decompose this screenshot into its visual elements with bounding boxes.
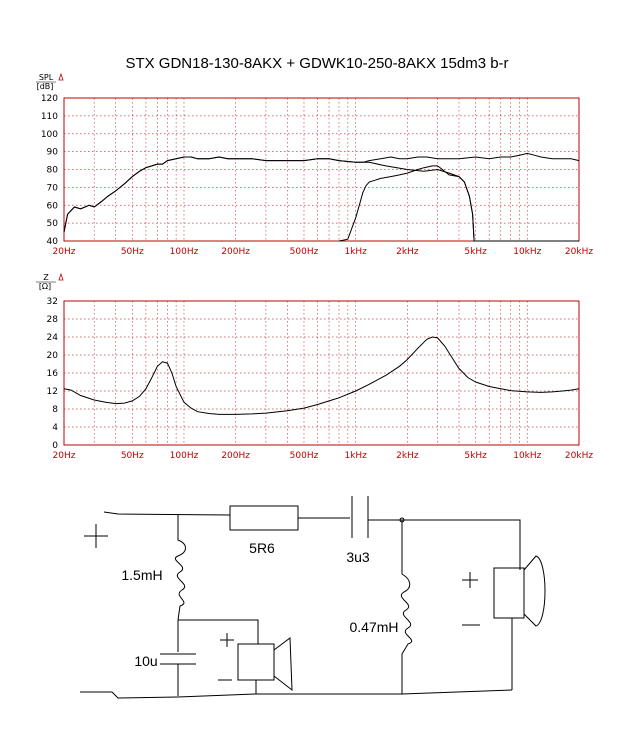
impedance-axis-unit: [Ω] <box>38 282 52 291</box>
resistor-5r6 <box>230 506 298 530</box>
impedance-axis-arrow-icon <box>59 274 63 280</box>
impedance-ytick-label: 28 <box>46 315 58 325</box>
impedance-xtick-label: 100Hz <box>169 451 199 461</box>
impedance-xtick-label: 20Hz <box>52 451 76 461</box>
impedance-ytick-label: 32 <box>46 297 58 307</box>
spl-axis-arrow-icon <box>59 74 63 80</box>
wire-woofer-plus <box>178 620 258 644</box>
impedance-xtick-label: 1kHz <box>344 451 367 461</box>
impedance-xtick-label: 10kHz <box>513 451 542 461</box>
spl-xtick-label: 5kHz <box>464 247 487 257</box>
input-wire <box>104 512 230 515</box>
impedance-xtick-label: 200Hz <box>221 451 251 461</box>
inductor-1-5mh <box>175 514 185 620</box>
ground-rail <box>112 690 512 698</box>
impedance-ytick-label: 20 <box>46 351 58 361</box>
chart-title: STX GDN18-130-8AKX + GDWK10-250-8AKX 15dm3 b-r <box>125 55 509 72</box>
impedance-ytick-label: 24 <box>46 333 58 343</box>
woofer-speaker-cone-icon <box>274 638 292 690</box>
spl-xtick-label: 1kHz <box>344 247 367 257</box>
crossover-schematic <box>80 496 545 698</box>
impedance-axis-label: Z <box>43 273 49 282</box>
spl-xtick-label: 50Hz <box>120 247 144 257</box>
spl-xtick-label: 10kHz <box>513 247 542 257</box>
spl-ytick-label: 60 <box>46 201 58 212</box>
spl-ytick-label: 50 <box>46 219 58 230</box>
wire-cap-tweeter <box>368 520 520 570</box>
impedance-series-impedance <box>64 337 579 414</box>
spl-xtick-label: 20Hz <box>52 247 76 257</box>
cap-series-label: 3u3 <box>346 549 370 565</box>
spl-xtick-label: 100Hz <box>169 247 199 257</box>
impedance-xtick-label: 5kHz <box>464 451 487 461</box>
spl-xtick-label: 20kHz <box>564 247 594 257</box>
spl-xtick-label: 200Hz <box>221 247 251 257</box>
impedance-xtick-label: 2kHz <box>396 451 419 461</box>
impedance-chart <box>36 273 593 461</box>
spl-series-tweeter <box>339 166 474 241</box>
spl-xtick-label: 2kHz <box>396 247 419 257</box>
impedance-ytick-label: 16 <box>46 369 58 379</box>
impedance-ytick-label: 12 <box>46 387 58 397</box>
impedance-ytick-label: 8 <box>52 405 58 415</box>
woofer-speaker-body <box>238 644 274 680</box>
tweeter-speaker-cone-icon <box>524 556 545 626</box>
impedance-xtick-label: 20kHz <box>564 451 594 461</box>
spl-chart <box>36 73 593 257</box>
spl-ytick-label: 40 <box>46 237 58 247</box>
spl-ytick-label: 90 <box>46 147 58 158</box>
spl-series-total <box>64 153 579 232</box>
inductor-low-label: 1.5mH <box>121 567 163 583</box>
impedance-ytick-label: 0 <box>52 441 58 451</box>
inductor-high-label: 0.47mH <box>349 619 399 635</box>
spl-ytick-label: 70 <box>46 183 58 194</box>
cap-shunt-label: 10u <box>134 653 158 669</box>
spl-axis-unit: [dB] <box>36 82 54 91</box>
impedance-ytick-label: 4 <box>52 423 58 433</box>
spl-xtick-label: 500Hz <box>289 247 319 257</box>
spl-ytick-label: 120 <box>40 94 58 104</box>
impedance-xtick-label: 500Hz <box>289 451 319 461</box>
spl-axis-label: SPL <box>38 73 54 82</box>
impedance-xtick-label: 50Hz <box>120 451 144 461</box>
tweeter-speaker-body <box>494 568 524 618</box>
inductor-0-47mh <box>401 520 411 694</box>
resistor-label: 5R6 <box>249 540 275 556</box>
spl-ytick-label: 110 <box>40 111 58 122</box>
spl-ytick-label: 80 <box>46 165 58 176</box>
spl-ytick-label: 100 <box>40 129 58 140</box>
